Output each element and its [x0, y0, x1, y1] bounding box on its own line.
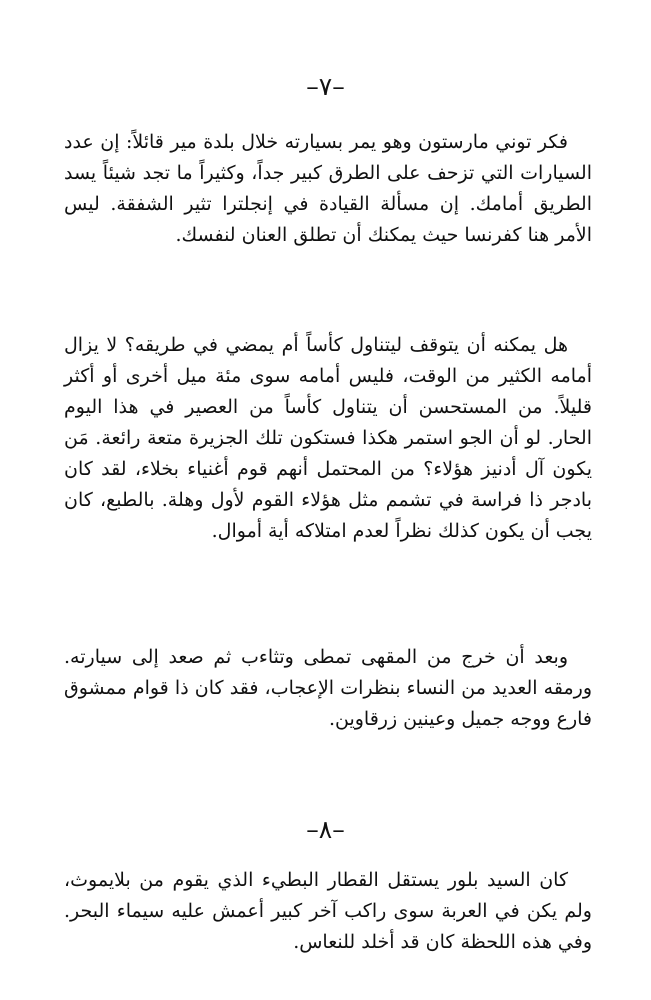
chapter-7-paragraph-2: هل يمكنه أن يتوقف ليتناول كأساً أم يمضي في طريقه؟ لا يزال أمامه الكثير من الوقت، فليس أمامه سوى مئة ميل أخرى أو أكثر قليلاً. من المستحسن أن يتناول كأساً من العصير في هذا اليوم الحار. لو أن الجو استمر هكذا فستكون تلك الجزيرة متعة رائعة. مَن يكون آل أدنيز هؤلاء؟ من المحتمل أنهم قوم أغنياء بخلاء، لقد كان بادجر ذا فراسة في تشمم مثل هؤلاء القوم لأول وهلة. بالطبع، كان يجب أن يكون كذلك نظراً لعدم امتلاكه أية أموال. [64, 334, 592, 542]
chapter-8-paragraph-1: كان السيد بلور يستقل القطار البطيء الذي يقوم من بلايموث، ولم يكن في العربة سوى راكب آخر كبير أعمش عليه سيماء البحر. وفي هذه اللحظة كان قد أخلد للنعاس. [64, 869, 592, 953]
chapter-7-number: –٧– [306, 72, 345, 101]
chapter-8-number: –٨– [306, 815, 345, 844]
chapter-7-paragraph-1: فكر توني مارستون وهو يمر بسيارته خلال بلدة مير قائلاً: إن عدد السيارات التي تزحف على الطرق كبير جداً، وكثيراً ما تجد شيئاً يسد الطريق أمامك. إن مسألة القيادة في إنجلترا تثير الشفقة. ليس الأمر هنا كفرنسا حيث يمكنك أن تطلق العنان لنفسك. [64, 131, 592, 246]
chapter-7-paragraph-3: وبعد أن خرج من المقهى تمطى وتثاءب ثم صعد إلى سيارته. ورمقه العديد من النساء بنظرات الإعجاب، فقد كان ذا قوام ممشوق فارع ووجه جميل وعينين زرقاوين. [64, 646, 592, 730]
